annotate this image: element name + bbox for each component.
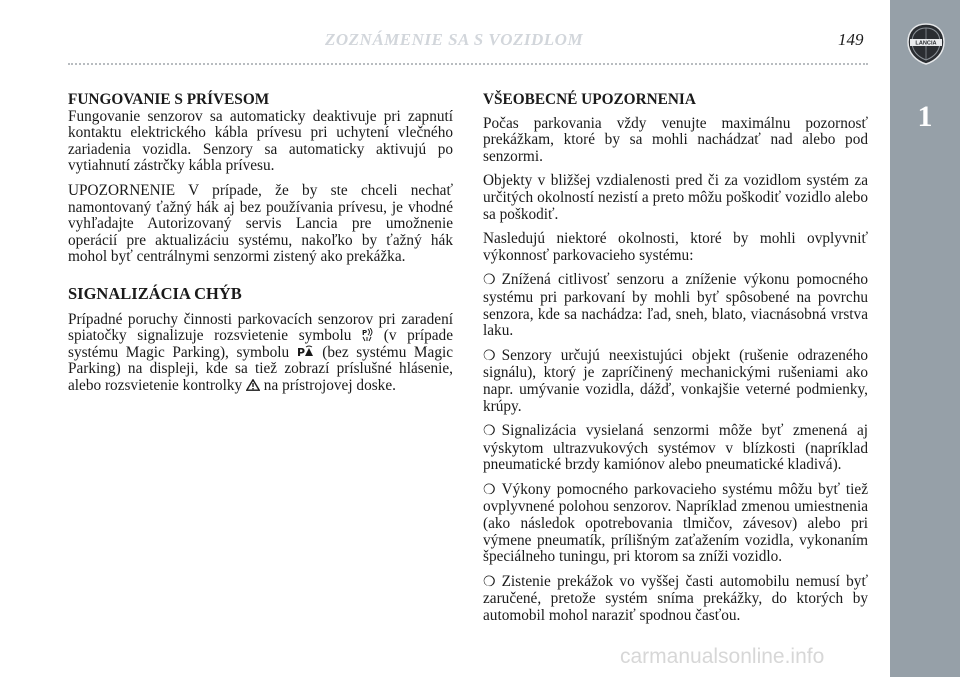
bullet-text: Výkony pomocného parkovacieho systému môžu byť tiež ovplyvnené polohou senzorov. Napríklad zmenou umiestnenia (ako následok opotrebovania tlmičov, závesov) alebo pri výmene pneumatík, prílišným zaťažením vozidla, vykonaním špeciálneho tuningu, pri ktorom sa zníži vozidlo.	[483, 480, 868, 566]
parking-sensor-symbol-icon	[297, 346, 315, 360]
signal-text-2: (v prípade systému Magic Parking), symbolu	[68, 327, 453, 361]
paragraph-warnings-1: Počas parkovania vždy venujte maximálnu pozornosť prekážkam, ktoré by sa mohli nachádzať nad alebo pod senzormi.	[483, 114, 868, 165]
bullet-text: Senzory určujú neexistujúci objekt (rušenie odrazeného signálu), ktorý je zapríčinený mechanickými rušeniami ako napr. umývanie vozidla, dážď, vonkajšie veterné podmienky, krúpy.	[483, 346, 868, 415]
paragraph-trailer: Fungovanie senzorov sa automaticky deaktivuje pri zapnutí kontaktu elektrického kábla prívesu pri uchytení vlečného zariadenia vozidla. Senzory sa automaticky aktivujú po vytiahnutí zástrčky kábla prívesu.	[68, 107, 453, 175]
paragraph-tow-hook-warning: UPOZORNENIE V prípade, že by ste chceli nechať namontovaný ťažný hák aj bez používania prívesu, je vhodné vyhľadajte Autorizovaný servis Lancia pre umožnenie operácií pre aktualizáciu systému, nakoľko by ťažný hák mohol byť centrálnymi senzormi zistený ako prekážka.	[68, 181, 453, 266]
bullet-circle-icon: ❍	[483, 424, 496, 440]
bullet-item	[483, 348, 868, 415]
heading-error-signalling: SIGNALIZÁCIA CHÝB	[68, 283, 242, 303]
watermark-link[interactable]: carmanualsonline.info	[620, 645, 825, 668]
bullet-text: Zistenie prekážok vo vyššej časti automobilu nemusí byť zaručené, pretože systém sníma prekážky, do ktorých by automobil mohol naraziť spodnou časťou.	[483, 572, 868, 625]
lancia-logo-icon	[906, 22, 946, 66]
page-number: 149	[838, 30, 864, 49]
bullet-item	[483, 272, 868, 339]
heading-general-warnings: VŠEOBECNÉ UPOZORNENIA	[483, 91, 696, 108]
paragraph-warnings-2: Objekty v bližšej vzdialenosti pred či za vozidlom systém za určitých okolností nezistí a preto môžu poškodiť vozidlo alebo sa poškodiť.	[483, 172, 868, 223]
bullet-circle-icon: ❍	[483, 574, 496, 590]
bullet-item	[483, 423, 868, 474]
signal-text-1: Prípadné poruchy činnosti parkovacích senzorov pri zaradení spiatočky signalizuje rozsvietenie symbolu	[68, 310, 453, 345]
bullet-item	[483, 482, 868, 566]
lancia-logo-text: LANCIA	[915, 40, 937, 47]
bullet-text: Znížená citlivosť senzoru a zníženie výkonu pomocného systému pri parkovaní by mohli byť spôsobené na povrchu senzora, kde sa nachádza: ľad, sneh, blato, viacnásobná vrstva laku.	[483, 271, 868, 340]
magic-parking-symbol-icon	[362, 329, 373, 343]
header-divider	[68, 63, 868, 65]
paragraph-error-signalling	[68, 312, 453, 395]
running-header-title: ZOZNÁMENIE SA S VOZIDLOM	[325, 30, 584, 49]
bullet-item	[483, 574, 868, 625]
bullet-circle-icon: ❍	[483, 482, 496, 498]
svg-text:P: P	[362, 329, 368, 338]
bullet-text: Signalizácia vysielaná senzormi môže byť zmenená aj výskytom ultrazvukových systémov v blízkosti (napríklad pneumatické brzdy kamiónov alebo pneumatické kladivá).	[483, 422, 868, 474]
signal-text-3: (bez systému Magic Parking) na displeji, kde sa tiež zobrazí príslušné hlásenie, alebo rozsvietenie kontrolky	[68, 343, 454, 394]
bullet-circle-icon: ❍	[483, 348, 496, 364]
heading-trailer-operation: FUNGOVANIE S PRÍVESOM	[68, 91, 270, 108]
chapter-number: 1	[917, 100, 933, 133]
bullet-circle-icon: ❍	[483, 273, 496, 289]
warning-triangle-icon	[246, 379, 260, 393]
right-column	[483, 92, 868, 633]
svg-text:P: P	[296, 345, 305, 358]
paragraph-warnings-3: Nasledujú niektoré okolnosti, ktoré by mohli ovplyvniť výkonnosť parkovacieho systému:	[483, 230, 868, 264]
signal-text-4: na prístrojovej doske.	[259, 376, 396, 394]
left-column	[68, 92, 453, 403]
